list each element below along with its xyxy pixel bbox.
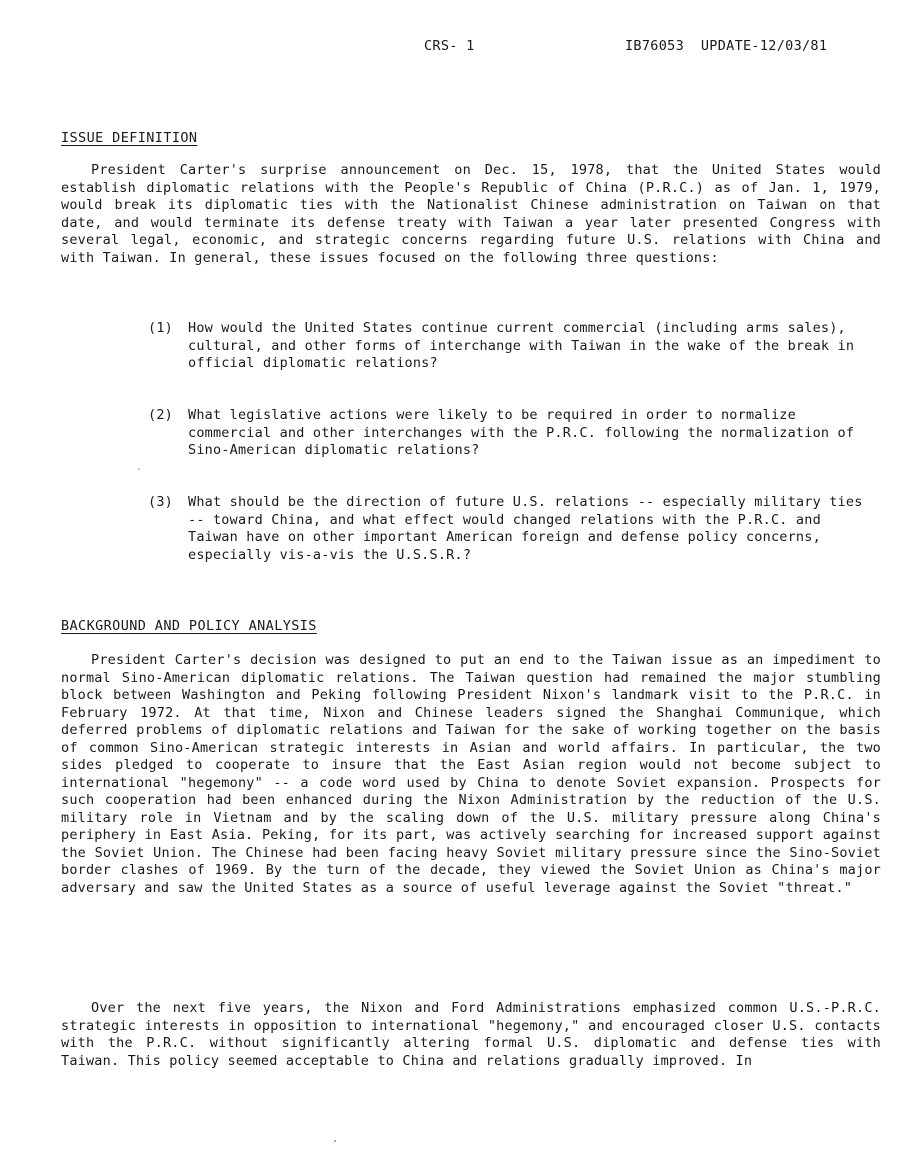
issue-definition-intro: President Carter's surprise announcement on Dec. 15, 1978, that the United States would establish diplomatic relations with the People's Republic of China (P.R.C.) as of Jan. 1, 1979, would break its diplomatic ties with the Nationalist Chinese administration on Taiwan on that date, and would terminate its defense treaty with Taiwan a year later presented Congress with several legal, economic, and strategic concerns regarding future U.S. relations with China and with Taiwan. In general, these issues focused on the following three questions: bbox=[61, 162, 881, 266]
question-text: What legislative actions were likely to be required in order to normalize commercial and other interchanges with the P.R.C. following the normalization of Sino-American diplomatic relations? bbox=[188, 407, 855, 458]
question-text: How would the United States continue current commercial (including arms sales), cultural, and other forms of interchange with Taiwan in the wake of the break in official diplomatic relations? bbox=[188, 320, 855, 371]
page-number: CRS- 1 bbox=[424, 38, 475, 54]
question-number: (1) bbox=[148, 320, 173, 336]
page-header bbox=[0, 38, 920, 58]
report-number: IB76053 bbox=[625, 38, 684, 54]
background-paragraph-1: President Carter's decision was designed to put an end to the Taiwan issue as an impediment to normal Sino-American diplomatic relations. The Taiwan question had remained the major stumbling block between Washington and Peking following President Nixon's landmark visit to the P.R.C. in February 1972. At that time, Nixon and Chinese leaders signed the Shanghai Communique, which deferred problems of diplomatic relations and Taiwan for the sake of working together on the basis of common Sino-American strategic interests in Asian and world affairs. In particular, the two sides pledged to cooperate to insure that the East Asian region would not become subject to international "hegemony" -- a code word used by China to denote Soviet expansion. Prospects for such cooperation had been enhanced during the Nixon Administration by the reduction of the U.S. military role in Vietnam and by the scaling down of the U.S. military pressure along China's periphery in East Asia. Peking, for its part, was actively searching for increased support against the Soviet Union. The Chinese had been facing heavy Soviet military pressure since the Sino-Soviet border clashes of 1969. By the turn of the decade, they viewed the Soviet Union as China's major adversary and saw the United States as a source of useful leverage against the Soviet "threat." bbox=[61, 652, 881, 896]
question-number: (3) bbox=[148, 494, 173, 510]
scan-speck bbox=[138, 468, 140, 470]
document-id bbox=[625, 38, 827, 54]
question-number: (2) bbox=[148, 407, 173, 423]
background-heading: BACKGROUND AND POLICY ANALYSIS bbox=[61, 618, 317, 634]
issue-definition-heading: ISSUE DEFINITION bbox=[61, 130, 198, 146]
update-date: UPDATE-12/03/81 bbox=[700, 38, 828, 54]
scan-speck bbox=[334, 1140, 336, 1142]
background-paragraph-2: Over the next five years, the Nixon and Ford Administrations emphasized common U.S.-P.R.C. strategic interests in opposition to international "hegemony," and encouraged closer U.S. contacts with the P.R.C. without significantly altering formal U.S. diplomatic and defense ties with Taiwan. This policy seemed acceptable to China and relations gradually improved. In bbox=[61, 1000, 881, 1069]
question-text: What should be the direction of future U.S. relations -- especially military ties -- toward China, and what effect would changed relations with the P.R.C. and Taiwan have on other important American foreign and defense policy concerns, especially vis-a-vis the U.S.S.R.? bbox=[188, 494, 863, 563]
